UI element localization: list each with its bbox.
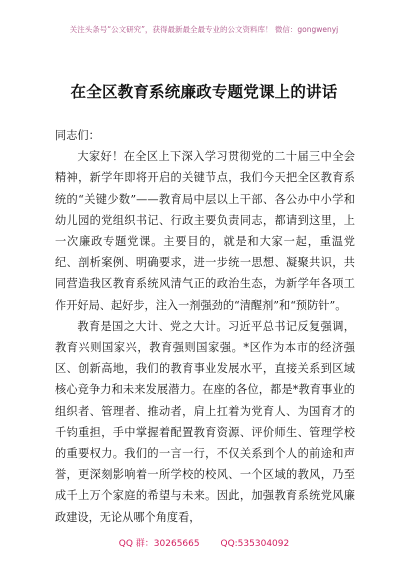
paragraph-1: 大家好！在全区上下深入学习贯彻党的二十届三中全会精神，新学年即将开启的关键节点，我们今天把全区教育系统的“关键少数”——教育局中层以上干部、各公办中小学和幼儿园的党组织书记、行政主要负责同志，都请到这里，上一次廉政专题党课。主要目的，就是和大家一起，重温党纪、剖析案例、明确要求，进一步统一思想、凝聚共识，共同营造我区教育系统风清气正的政治生态，为新学年各项工作开好局、起好步，注入一剂强劲的“清醒剂”和“预防针”。 <box>55 150 355 312</box>
document-body <box>55 125 355 528</box>
header-banner: 关注头条号“公文研究”，获得最新最全最专业的公文资料库！ 微信：gongwenyj <box>69 25 339 34</box>
document-title: 在全区教育系统廉政专题党课上的讲话 <box>70 82 338 101</box>
footer-qq-group: QQ 群：30265665 <box>118 539 200 549</box>
footer-qq: QQ:535304092 <box>220 539 290 549</box>
footer-contact <box>0 536 408 549</box>
paragraph-2: 教育是国之大计、党之大计。习近平总书记反复强调，教育兴则国家兴，教育强则国家强。*区作为本市的经济强区、创新高地，我们的教育事业发展水平，直接关系到区域核心竞争力和未来发展潜力。在座的各位，都是*教育事业的组织者、管理者、推动者，肩上扛着为党育人、为国育才的千钧重担，手中掌握着配置教育资源、评价师生、管理学校的重要权力。我们的一言一行，不仅关系到个人的前途和声誉，更深刻影响着一所学校的校风、一个区域的教风，乃至成千上万个家庭的希望与未来。因此，加强教育系统党风廉政建设，无论从哪个角度看， <box>55 319 355 524</box>
salutation: 同志们： <box>55 129 100 142</box>
